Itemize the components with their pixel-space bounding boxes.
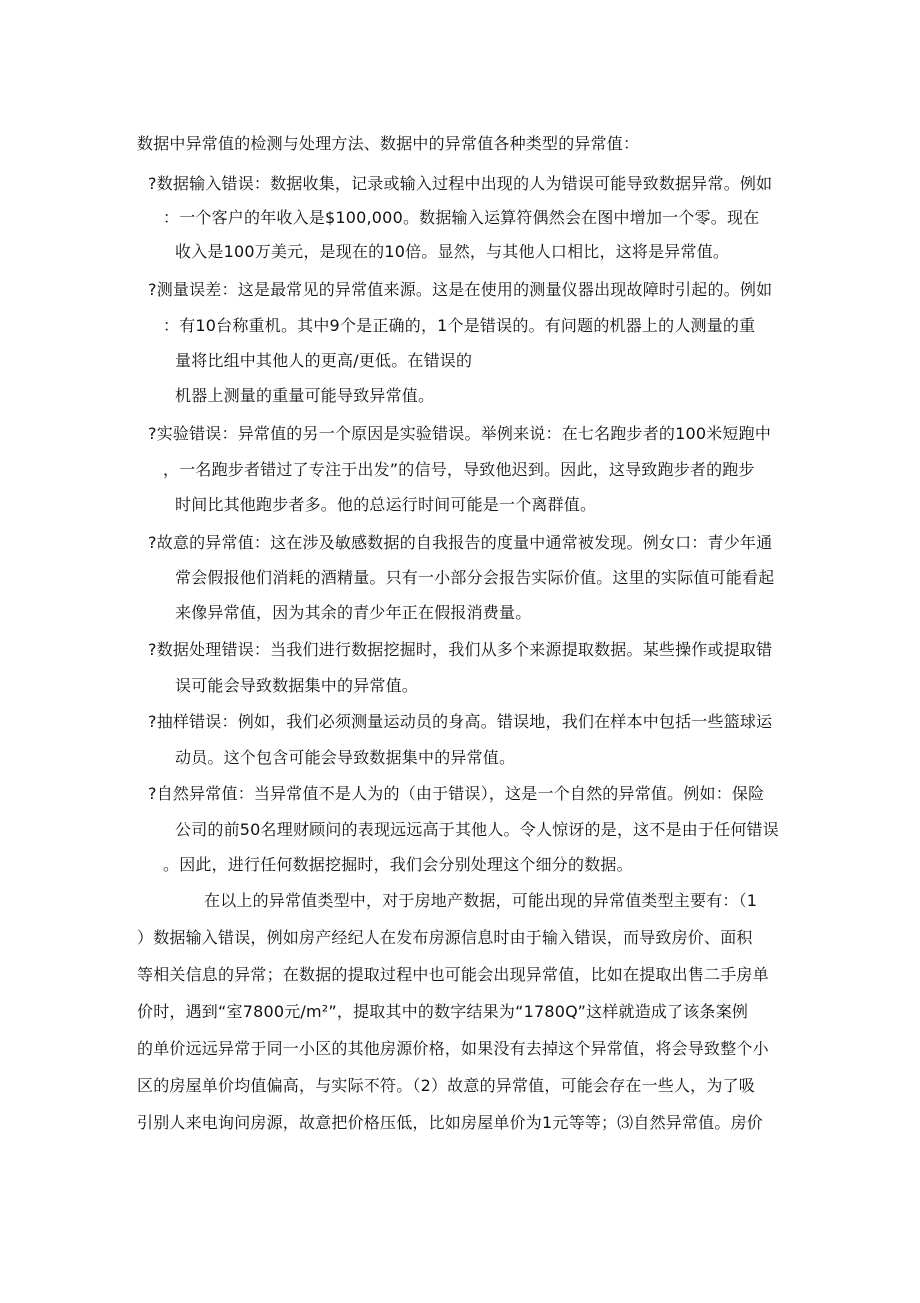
paragraph-line-5: 的单价远远异常于同一小区的其他房源价格，如果没有去掉这个异常值，将会导致整个小 (137, 1039, 769, 1058)
item-1-line-1: ?数据输入错误：数据收集，记录或输入过程中出现的人为错误可能导致数据异常。例如 (148, 174, 773, 193)
paragraph-line-1: 在以上的异常值类型中，对于房地产数据，可能出现的异常值类型主要有：（1 (204, 891, 758, 910)
item-6-line-1: ?抽样错误：例如，我们必须测量运动员的身高。错误地，我们在样本中包括一些篮球运 (148, 712, 773, 731)
item-7-line-1: ?自然异常值：当异常值不是人为的（由于错误），这是一个自然的异常值。例如：保险 (148, 784, 765, 803)
item-1-line-2: ：一个客户的年收入是$100,000。数据输入运算符偶然会在图中增加一个零。现在 (163, 208, 760, 227)
paragraph-line-7: 引别人来电询问房源，故意把价格压低，比如房屋单价为1元等等；⑶自然异常值。房价 (137, 1113, 763, 1132)
item-2-line-2: ：有10台称重机。其中9个是正确的，1个是错误的。有问题的机器上的人测量的重 (163, 316, 756, 335)
paragraph-line-6: 区的房屋单价均值偏高，与实际不符。（2）故意的异常值，可能会存在一些人，为了吸 (137, 1076, 755, 1095)
item-4-line-1: ?故意的异常值：这在涉及敏感数据的自我报告的度量中通常被发现。例女口：青少年通 (148, 533, 773, 552)
item-3-line-1: ?实验错误：异常值的另一个原因是实验错误。举例来说：在七名跑步者的100米短跑中 (148, 424, 772, 443)
item-7-line-2: 公司的前50名理财顾问的表现远远高于其他人。令人惊讶的是，这不是由于任何错误 (175, 820, 779, 839)
item-6-line-2: 动员。这个包含可能会导致数据集中的异常值。 (175, 748, 516, 767)
item-2-line-1: ?测量误差：这是最常见的异常值来源。这是在使用的测量仪器出现故障时引起的。例如 (148, 280, 773, 299)
item-7-line-3: 。因此，进行任何数据挖掘时，我们会分别处理这个细分的数据。 (163, 855, 633, 874)
item-4-line-3: 来像异常值，因为其余的青少年正在假报消费量。 (175, 603, 532, 622)
item-5-line-2: 误可能会导致数据集中的异常值。 (175, 676, 419, 695)
paragraph-line-3: 等相关信息的异常；在数据的提取过程中也可能会出现异常值，比如在提取出售二手房单 (137, 965, 769, 984)
item-3-line-3: 时间比其他跑步者多。他的总运行时间可能是一个离群值。 (175, 495, 597, 514)
paragraph-line-2: ）数据输入错误，例如房产经纪人在发布房源信息时由于输入错误，而导致房价、面积 (137, 928, 753, 947)
item-3-line-2: ，一名跑步者错过了专注于出发”的信号，导致他迟到。因此，这导致跑步者的跑步 (163, 460, 755, 479)
item-1-line-3: 收入是100万美元，是现在的10倍。显然，与其他人口相比，这将是异常值。 (175, 242, 730, 261)
item-2-line-4: 机器上测量的重量可能导致异常值。 (175, 386, 435, 405)
paragraph-line-4: 价时，遇到“室7800元/m²”，提取其中的数字结果为“1780Q”这样就造成了该条案例 (137, 1002, 749, 1021)
item-5-line-1: ?数据处理错误：当我们进行数据挖掘时，我们从多个来源提取数据。某些操作或提取错 (148, 640, 773, 659)
item-2-line-3: 量将比组中其他人的更高/更低。在错误的 (175, 351, 473, 370)
item-4-line-2: 常会假报他们消耗的酒精量。只有一小部分会报告实际价值。这里的实际值可能看起 (175, 568, 775, 587)
document-heading: 数据中异常值的检测与处理方法、数据中的异常值各种类型的异常值： (137, 134, 640, 153)
